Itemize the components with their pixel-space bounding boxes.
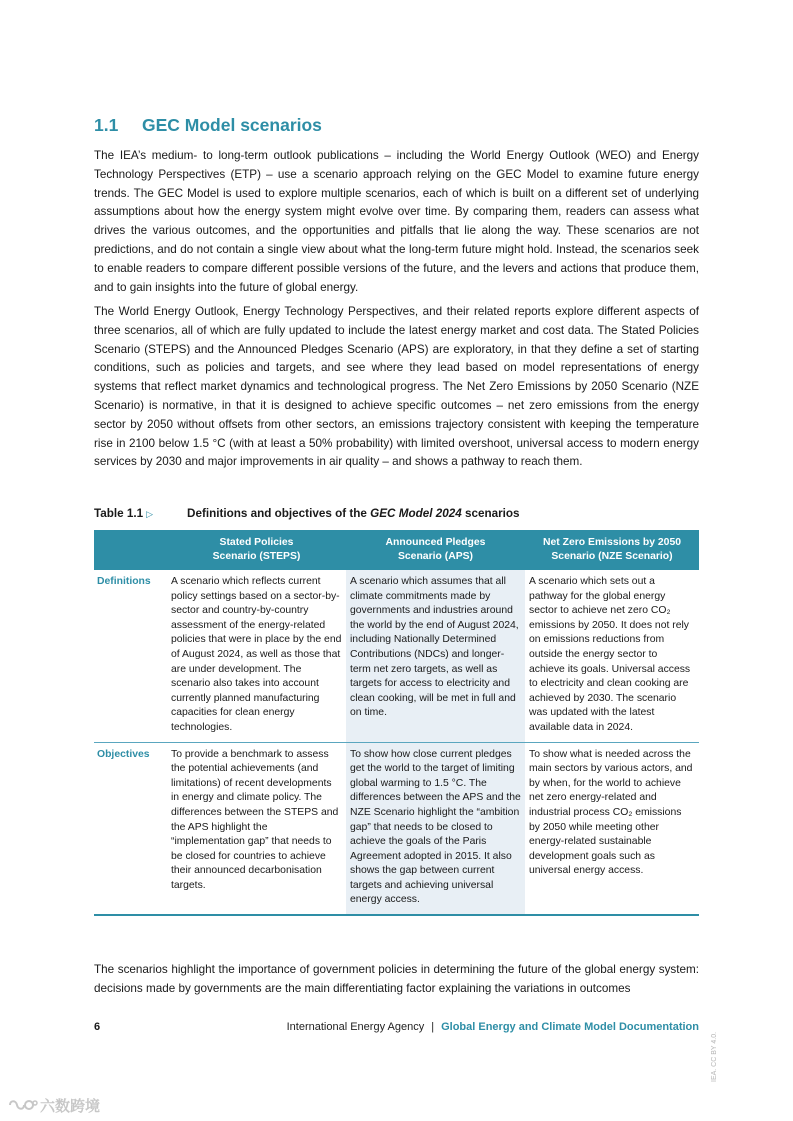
paragraph-scenarios: The World Energy Outlook, Energy Technology Perspectives, and their related reports explore different aspects of three scenarios, all of which are fully updated to include the latest energy market and cost data. The Stated Policies Scenario (STEPS) and the Announced Pledges Scenario (APS) are exploratory, in that they define a set of starting conditions, such as policies and targets, and see where they lead based on model representations of energy systems that reflect market dynamics and technological progress. The Net Zero Emissions by 2050 Scenario (NZE Scenario) is normative, in that it is designed to achieve specific outcomes – net zero emissions from the energy sector by 2050 without offsets from other sectors, an emissions trajectory consistent with keeping the temperature rise in 2100 below 1.5 °C (with at least a 50% probability) with limited overshoot, universal access to modern energy services by 2030 and major improvements in air quality – and shows a pathway to reach them. <box>94 305 699 469</box>
page-number: 6 <box>94 1021 101 1033</box>
caption-text-italic: GEC Model 2024 <box>370 507 462 520</box>
scenario-table <box>94 530 699 916</box>
table-caption <box>94 507 520 520</box>
section-title: GEC Model scenarios <box>142 115 322 135</box>
footer-agency: International Energy Agency <box>286 1021 425 1033</box>
section-number: 1.1 <box>94 115 119 135</box>
table-label: Table 1.1 <box>94 507 144 520</box>
footer-document-title: Global Energy and Climate Model Documentation <box>441 1021 699 1033</box>
page-footer <box>94 1021 699 1037</box>
cell-objectives-aps: To show how close current pledges get the world to the target of limiting global warming to 1.5 °C. The differences between the APS and the NZE Scenario highlight the “ambition gap” that needs to be closed to achieve the goals of the Paris Agreement adopted in 2015. It also shows the gap between current targets and achieving universal energy access. <box>346 742 525 915</box>
header-empty <box>94 530 167 570</box>
cell-definitions-nze: A scenario which sets out a pathway for the global energy sector to achieve net zero CO₂ emissions by 2050. It does not rely on emissions reductions from outside the energy sector to achieve its goals. Universal access to electricity and clean cooking are achieved by 2030. The scenario was updated with the latest available data in 2024. <box>525 570 699 742</box>
license-note: IEA. CC BY 4.0. <box>711 1031 718 1082</box>
paragraph-policies: The scenarios highlight the importance of government policies in determining the future of the global energy system: decisions made by governments are the main differentiating factor explaining the variations in outcomes <box>94 963 699 995</box>
header-nze: Net Zero Emissions by 2050 Scenario (NZE Scenario) <box>525 530 699 570</box>
table-header-row <box>94 530 699 570</box>
footer-agency-line <box>287 1021 699 1033</box>
watermark-text: 六数跨境 <box>40 1097 101 1115</box>
table-row-objectives <box>94 742 699 915</box>
cell-objectives-steps: To provide a benchmark to assess the potential achievements (and limitations) of recent developments in energy and climate policy. The differences between the STEPS and the APS highlight the “implementation gap” that needs to be closed for countries to achieve their announced decarbonisation targets. <box>167 742 346 915</box>
footer-separator: | <box>431 1021 435 1033</box>
table-row-definitions <box>94 570 699 742</box>
header-aps: Announced Pledges Scenario (APS) <box>346 530 525 570</box>
caption-text-post: scenarios <box>461 507 520 520</box>
row-label-definitions: Definitions <box>94 570 167 742</box>
paragraph-intro: The IEA’s medium- to long-term outlook publications – including the World Energy Outlook (WEO) and Energy Technology Perspectives (ETP) – use a scenario approach relying on the GEC Model to examine future energy trends. The GEC Model is used to explore multiple scenarios, each of which is built on a different set of underlying assumptions about how the energy system might evolve over time. By comparing them, readers can assess what drives the various outcomes, and the opportunities and pitfalls that lie along the way. These scenarios are not predictions, and do not contain a single view about what the long-term future might hold. Instead, the scenarios seek to enable readers to compare different possible versions of the future, and the levers and actions that produce them, and to gain insights into the future of global energy. <box>94 149 699 294</box>
cell-objectives-nze: To show what is needed across the main sectors by various actors, and by when, for the world to achieve net zero energy-related and industrial process CO₂ emissions by 2050 while meeting other energy-related sustainable development goals such as universal energy access. <box>525 742 699 915</box>
header-steps: Stated Policies Scenario (STEPS) <box>167 530 346 570</box>
row-label-objectives: Objectives <box>94 742 167 915</box>
caption-text-pre: Definitions and objectives of the <box>187 507 371 520</box>
cell-definitions-steps: A scenario which reflects current policy settings based on a sector-by-sector and country-by-country assessment of the energy-related policies that were in place by the end of August 2024, as well as those that are under development. The scenario also takes into account currently planned manufacturing capacities for clean energy technologies. <box>167 570 346 742</box>
triangle-marker-icon: ▷ <box>146 509 154 519</box>
cell-definitions-aps: A scenario which assumes that all climate commitments made by governments and industries around the world by the end of August 2024, including Nationally Determined Contributions (NDCs) and longer-term net zero targets, as well as targets for access to electricity and clean cooking, will be met in full and on time. <box>346 570 525 742</box>
watermark <box>8 1095 100 1115</box>
section-heading <box>94 115 322 136</box>
watermark-logo-icon <box>8 1098 38 1112</box>
